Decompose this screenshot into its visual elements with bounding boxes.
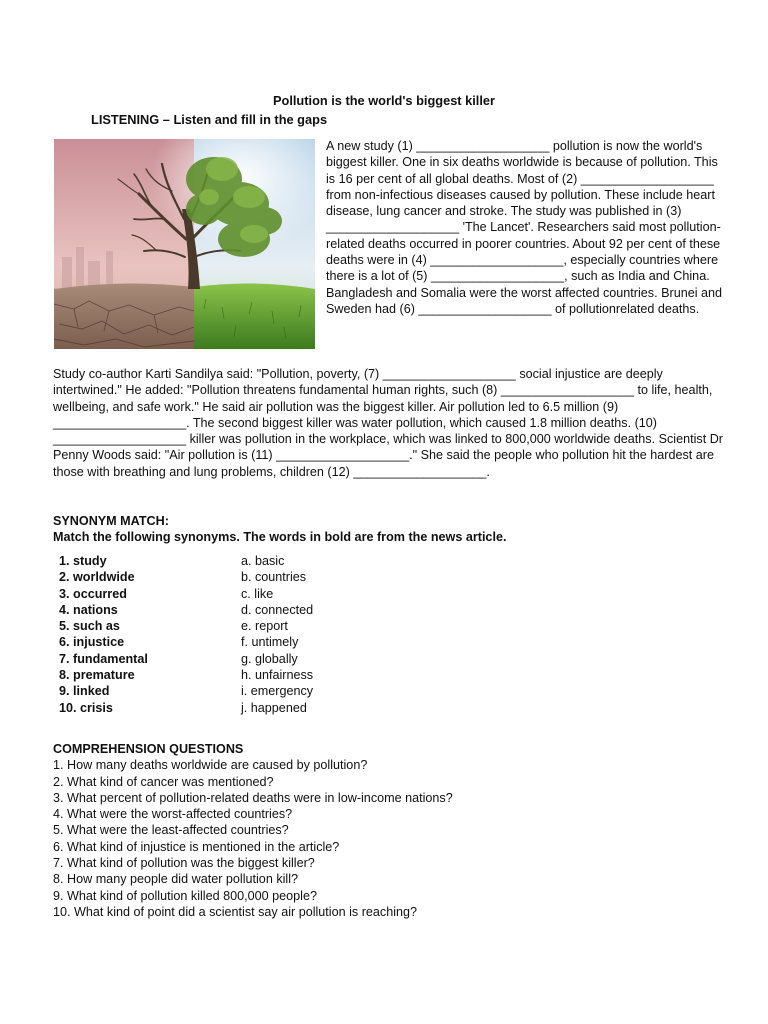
comprehension-question: 4. What were the worst-affected countries? bbox=[53, 807, 293, 822]
synonym-word: 1. study bbox=[59, 554, 107, 568]
synonym-definition: g. globally bbox=[241, 651, 298, 666]
listening-heading: LISTENING – Listen and fill in the gaps bbox=[91, 112, 328, 127]
synonym-definition: i. emergency bbox=[241, 684, 314, 699]
synonym-heading: SYNONYM MATCH: bbox=[53, 514, 169, 528]
comprehension-section bbox=[53, 741, 733, 920]
synonym-row bbox=[59, 586, 699, 602]
comprehension-question: 3. What percent of pollution-related deaths were in low-income nations? bbox=[53, 790, 453, 805]
synonym-row bbox=[59, 618, 699, 634]
comprehension-question: 7. What kind of pollution was the biggest killer? bbox=[53, 856, 315, 871]
synonym-row bbox=[59, 651, 699, 667]
tree-illustration bbox=[54, 139, 315, 349]
comprehension-question: 9. What kind of pollution killed 800,000 people? bbox=[53, 888, 317, 903]
synonym-word: 7. fundamental bbox=[59, 651, 148, 666]
synonym-definition: h. unfairness bbox=[241, 668, 314, 683]
synonym-definition: j. happened bbox=[241, 700, 307, 715]
synonym-definition: a. basic bbox=[241, 554, 285, 568]
synonym-row bbox=[59, 569, 699, 585]
synonym-definition: f. untimely bbox=[241, 635, 299, 650]
comprehension-question: 6. What kind of injustice is mentioned in the article? bbox=[53, 839, 340, 854]
comprehension-heading: COMPREHENSION QUESTIONS bbox=[53, 742, 244, 756]
synonym-word: 8. premature bbox=[59, 668, 135, 683]
synonym-row bbox=[59, 634, 699, 650]
intro-paragraph: A new study (1) ___________________ pollution is now the world's biggest killer. One in six deaths worldwide is because of pollution. This is 16 per cent of all global deaths. Most of (2) ___________________ from non-infectious diseases caused by pollution. These include heart disease, lung cancer and stroke. The study was published in (3) ___________________ 'The Lancet'. Researchers said most pollution-related deaths occurred in poorer countries. About 92 per cent of these deaths were in (4) ___________________, especially countries where there is a lot of (5) ___________________, such as India and China. Bangladesh and Somalia were the worst affected countries. Brunei and Sweden had (6) ___________________ of pollutionrelated deaths. bbox=[326, 139, 723, 316]
synonym-word: 10. crisis bbox=[59, 700, 113, 715]
comprehension-question: 8. How many people did water pollution kill? bbox=[53, 872, 299, 887]
synonym-definition: b. countries bbox=[241, 570, 307, 585]
synonym-word: 9. linked bbox=[59, 684, 110, 699]
synonym-instruction: Match the following synonyms. The words in bold are from the news article. bbox=[53, 530, 507, 545]
synonym-definition: c. like bbox=[241, 586, 274, 601]
synonym-row bbox=[59, 667, 699, 683]
page-title: Pollution is the world's biggest killer bbox=[272, 93, 496, 108]
synonym-word: 2. worldwide bbox=[59, 570, 135, 585]
synonym-table bbox=[59, 553, 699, 716]
synonym-match-section bbox=[53, 513, 733, 715]
synonym-word: 4. nations bbox=[59, 602, 118, 617]
synonym-row bbox=[59, 683, 699, 699]
synonym-word: 6. injustice bbox=[59, 635, 125, 650]
synonym-definition: d. connected bbox=[241, 602, 314, 617]
tree-image bbox=[54, 139, 315, 349]
synonym-word: 5. such as bbox=[59, 619, 120, 634]
synonym-row bbox=[59, 602, 699, 618]
synonym-row bbox=[59, 700, 699, 716]
synonym-word: 3. occurred bbox=[59, 586, 127, 601]
comprehension-question: 5. What were the least-affected countries? bbox=[53, 823, 289, 838]
quote-paragraph: Study co-author Karti Sandilya said: "Pollution, poverty, (7) ___________________ social injustice are deeply intertwined." He added: "Pollution threatens fundamental human rights, such (8) ___________________ to life, health, wellbeing, and safe work." He said air pollution was the biggest killer. Air pollution led to 6.5 million (9) ___________________. The second biggest killer was water pollution, which caused 1.8 million deaths. (10) ___________________ killer was pollution in the workplace, which was linked to 800,000 worldwide deaths. Scientist Dr Penny Woods said: "Air pollution is (11) ___________________." She said the people who pollution hit the hardest are those with breathing and lung problems, children (12) ___________________. bbox=[53, 367, 723, 479]
comprehension-question: 10. What kind of point did a scientist say air pollution is reaching? bbox=[53, 904, 418, 919]
synonym-definition: e. report bbox=[241, 619, 288, 634]
comprehension-question: 2. What kind of cancer was mentioned? bbox=[53, 774, 274, 789]
comprehension-question: 1. How many deaths worldwide are caused by pollution? bbox=[53, 758, 368, 773]
synonym-row bbox=[59, 553, 699, 569]
